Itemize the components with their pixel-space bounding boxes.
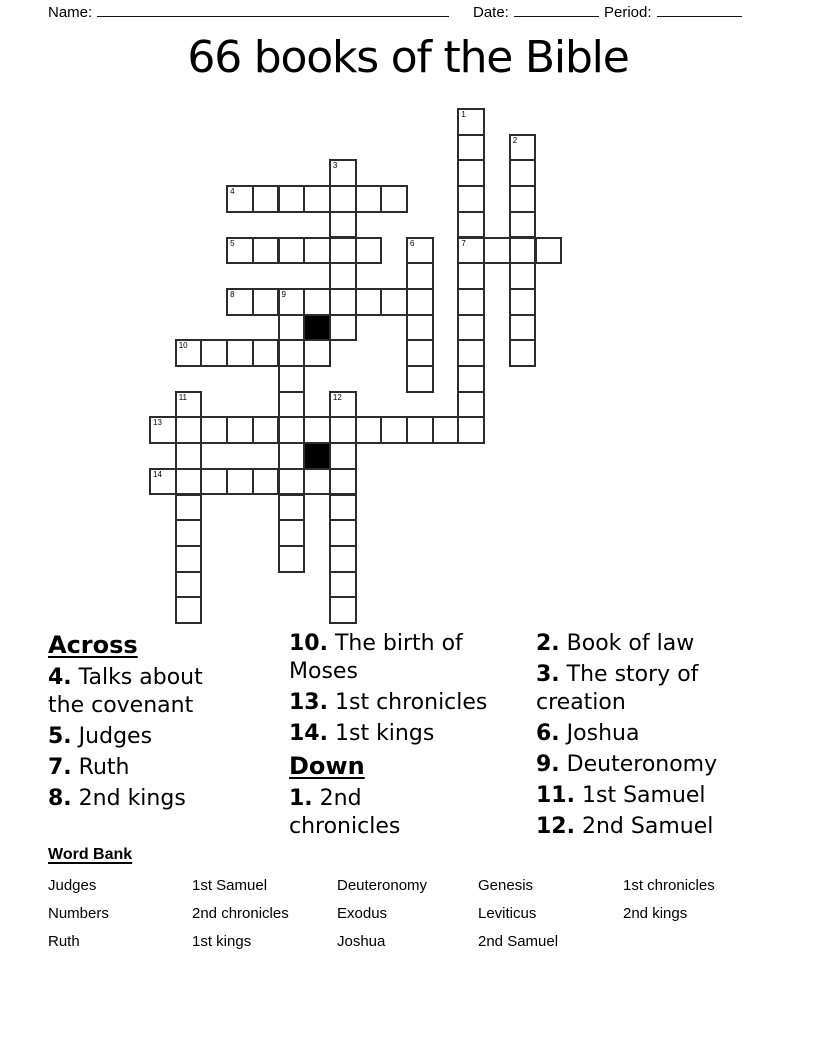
grid-cell[interactable] xyxy=(175,596,203,624)
clue-text: Deuteronomy xyxy=(566,752,718,777)
grid-cell[interactable] xyxy=(329,442,357,470)
word-bank-word: 1st Samuel xyxy=(192,877,268,894)
grid-cell[interactable] xyxy=(406,416,434,444)
clue-text: Talks about the covenant xyxy=(48,665,203,718)
grid-cell[interactable] xyxy=(329,494,357,522)
grid-cell[interactable] xyxy=(380,185,408,213)
clue-number: 2. xyxy=(536,631,560,656)
across-heading: Across xyxy=(48,631,138,659)
grid-cell-number: 5 xyxy=(230,238,235,248)
grid-cell[interactable] xyxy=(329,416,357,444)
clue-text: The birth of Moses xyxy=(289,631,463,684)
clue-4-across xyxy=(48,664,226,720)
grid-cell-number: 13 xyxy=(153,418,162,428)
grid-cell[interactable] xyxy=(226,288,254,316)
grid-cell-number: 11 xyxy=(178,392,187,402)
grid-cell[interactable] xyxy=(303,288,331,316)
grid-cell[interactable] xyxy=(457,185,485,213)
clue-text: 1st kings xyxy=(334,721,435,746)
clue-number: 6. xyxy=(536,721,560,746)
grid-cell[interactable] xyxy=(457,237,485,265)
grid-cell[interactable] xyxy=(406,339,434,367)
name-field xyxy=(48,2,449,22)
grid-cell[interactable] xyxy=(278,288,306,316)
clue-text: The story of creation xyxy=(536,662,699,715)
clue-12-down xyxy=(536,813,774,841)
word-bank-word: Leviticus xyxy=(478,905,537,922)
grid-cell[interactable] xyxy=(252,237,280,265)
grid-cell[interactable] xyxy=(380,416,408,444)
name-blank-line[interactable] xyxy=(97,2,449,17)
grid-cell[interactable] xyxy=(329,185,357,213)
crossword-grid xyxy=(149,108,562,624)
grid-cell[interactable] xyxy=(278,185,306,213)
grid-cell[interactable] xyxy=(406,262,434,290)
grid-cell[interactable] xyxy=(303,185,331,213)
grid-cell[interactable] xyxy=(329,519,357,547)
grid-cell[interactable] xyxy=(509,288,537,316)
clue-10-across xyxy=(289,630,521,686)
grid-cell[interactable] xyxy=(483,237,511,265)
grid-cell[interactable] xyxy=(457,314,485,342)
word-bank-word: Exodus xyxy=(337,905,388,922)
grid-cell[interactable] xyxy=(149,416,177,444)
clue-text: 2nd chronicles xyxy=(289,786,401,839)
clues-column-1 xyxy=(48,630,226,816)
clue-number: 5. xyxy=(48,724,72,749)
grid-cell[interactable] xyxy=(303,416,331,444)
word-bank-word: 2nd kings xyxy=(623,905,688,922)
grid-cell[interactable] xyxy=(380,288,408,316)
clue-number: 10. xyxy=(289,631,328,656)
grid-cell[interactable] xyxy=(355,185,383,213)
grid-cell[interactable] xyxy=(355,237,383,265)
grid-cell[interactable] xyxy=(329,545,357,573)
grid-cell-number: 7 xyxy=(461,238,466,248)
word-bank-word: Numbers xyxy=(48,905,109,922)
grid-cell[interactable] xyxy=(509,339,537,367)
clue-1-down xyxy=(289,785,409,841)
clue-6-down xyxy=(536,720,774,748)
word-bank-word: 2nd Samuel xyxy=(478,933,559,950)
grid-cell[interactable] xyxy=(303,237,331,265)
clues-column-2 xyxy=(289,630,521,844)
grid-cell[interactable] xyxy=(226,339,254,367)
grid-cell[interactable] xyxy=(278,314,306,342)
grid-cell-number: 6 xyxy=(410,238,415,248)
grid-cell[interactable] xyxy=(406,237,434,265)
period-label: Period: xyxy=(604,4,652,21)
grid-cell[interactable] xyxy=(303,339,331,367)
grid-cell[interactable] xyxy=(175,339,203,367)
grid-cell[interactable] xyxy=(278,519,306,547)
word-bank-word: Joshua xyxy=(337,933,386,950)
grid-cell[interactable] xyxy=(329,288,357,316)
grid-cell[interactable] xyxy=(457,365,485,393)
grid-cell-number: 2 xyxy=(512,135,518,145)
grid-cell[interactable] xyxy=(329,314,357,342)
grid-cell[interactable] xyxy=(226,237,254,265)
grid-cell[interactable] xyxy=(252,468,280,496)
grid-cell[interactable] xyxy=(175,468,203,496)
clue-8-across xyxy=(48,785,226,813)
grid-cell-number: 12 xyxy=(332,392,342,402)
grid-cell[interactable] xyxy=(226,468,254,496)
clue-number: 7. xyxy=(48,755,72,780)
grid-cell[interactable] xyxy=(509,262,537,290)
grid-cell[interactable] xyxy=(457,159,485,187)
grid-cell[interactable] xyxy=(406,365,434,393)
grid-cell[interactable] xyxy=(149,468,177,496)
date-field xyxy=(473,2,599,22)
word-bank-heading: Word Bank xyxy=(48,846,133,863)
name-label: Name: xyxy=(48,4,93,21)
grid-cell[interactable] xyxy=(226,185,254,213)
grid-cell[interactable] xyxy=(175,416,203,444)
clue-11-down xyxy=(536,782,774,810)
date-blank-line[interactable] xyxy=(514,2,599,17)
grid-cell[interactable] xyxy=(457,211,485,239)
clue-number: 8. xyxy=(48,786,72,811)
grid-cell-number: 9 xyxy=(281,289,286,299)
clue-text: Book of law xyxy=(566,631,695,656)
grid-cell-number: 10 xyxy=(178,341,188,351)
grid-cell[interactable] xyxy=(175,494,203,522)
word-bank-word: Genesis xyxy=(478,877,534,894)
clue-text: 2nd kings xyxy=(78,786,186,811)
grid-cell[interactable] xyxy=(278,545,306,573)
grid-cell[interactable] xyxy=(457,262,485,290)
word-bank-word: Ruth xyxy=(48,933,80,950)
word-bank xyxy=(48,845,788,961)
grid-cell[interactable] xyxy=(509,134,537,162)
grid-cell[interactable] xyxy=(278,391,306,419)
grid-cell[interactable] xyxy=(175,442,203,470)
period-field xyxy=(604,2,742,22)
page-title: 66 books of the Bible xyxy=(187,32,629,83)
grid-cell[interactable] xyxy=(329,211,357,239)
grid-cell-number: 3 xyxy=(332,161,338,171)
grid-cell-number: 4 xyxy=(230,187,235,197)
grid-cell[interactable] xyxy=(406,288,434,316)
grid-cell[interactable] xyxy=(457,391,485,419)
grid-cell[interactable] xyxy=(252,288,280,316)
grid-cell[interactable] xyxy=(509,159,537,187)
grid-cell[interactable] xyxy=(278,339,306,367)
clue-number: 12. xyxy=(536,814,575,839)
date-label: Date: xyxy=(473,4,509,21)
clue-number: 13. xyxy=(289,690,328,715)
clue-2-down xyxy=(536,630,774,658)
grid-cell[interactable] xyxy=(329,159,357,187)
grid-cell[interactable] xyxy=(509,237,537,265)
grid-cell[interactable] xyxy=(457,288,485,316)
grid-cell[interactable] xyxy=(200,416,228,444)
grid-cell[interactable] xyxy=(329,262,357,290)
grid-cell-number: 8 xyxy=(230,289,235,299)
grid-cell[interactable] xyxy=(406,314,434,342)
word-bank-word: 2nd chronicles xyxy=(192,905,289,922)
clue-3-down xyxy=(536,661,774,717)
grid-cell[interactable] xyxy=(175,391,203,419)
clue-13-across xyxy=(289,689,521,717)
word-bank-word: 1st chronicles xyxy=(623,877,715,894)
clue-text: 1st chronicles xyxy=(334,690,488,715)
grid-cell[interactable] xyxy=(457,416,485,444)
grid-cell[interactable] xyxy=(200,468,228,496)
clue-number: 3. xyxy=(536,662,560,687)
clue-text: Judges xyxy=(78,724,153,749)
clue-text: Joshua xyxy=(566,721,640,746)
grid-cell[interactable] xyxy=(175,519,203,547)
clue-7-across xyxy=(48,754,226,782)
grid-cell[interactable] xyxy=(457,108,485,136)
clue-number: 1. xyxy=(289,786,313,811)
grid-cell[interactable] xyxy=(278,468,306,496)
grid-cell[interactable] xyxy=(278,442,306,470)
grid-cell[interactable] xyxy=(329,237,357,265)
clue-9-down xyxy=(536,751,774,779)
grid-cell[interactable] xyxy=(535,237,563,265)
grid-cell[interactable] xyxy=(509,211,537,239)
clue-number: 9. xyxy=(536,752,560,777)
grid-cell[interactable] xyxy=(200,339,228,367)
grid-cell[interactable] xyxy=(278,494,306,522)
grid-cell-number: 1 xyxy=(461,110,466,119)
grid-cell[interactable] xyxy=(457,339,485,367)
clue-number: 14. xyxy=(289,721,328,746)
clue-5-across xyxy=(48,723,226,751)
grid-cell[interactable] xyxy=(278,237,306,265)
word-bank-grid xyxy=(48,877,788,961)
grid-cell[interactable] xyxy=(509,314,537,342)
grid-cell[interactable] xyxy=(226,416,254,444)
grid-cell[interactable] xyxy=(509,185,537,213)
grid-black-cell xyxy=(303,314,331,342)
grid-cell[interactable] xyxy=(432,416,460,444)
grid-cell[interactable] xyxy=(252,185,280,213)
grid-cell[interactable] xyxy=(329,391,357,419)
grid-cell[interactable] xyxy=(329,596,357,624)
clues-column-3 xyxy=(536,630,774,844)
clue-14-across xyxy=(289,720,521,748)
grid-cell[interactable] xyxy=(278,416,306,444)
clue-number: 11. xyxy=(536,783,575,808)
clue-text: Ruth xyxy=(78,755,130,780)
grid-cell[interactable] xyxy=(355,288,383,316)
clue-text: 1st Samuel xyxy=(581,783,706,808)
grid-cell[interactable] xyxy=(252,416,280,444)
grid-black-cell xyxy=(303,442,331,470)
word-bank-word: 1st kings xyxy=(192,933,252,950)
period-blank-line[interactable] xyxy=(657,2,742,17)
grid-cell[interactable] xyxy=(303,468,331,496)
grid-cell[interactable] xyxy=(329,571,357,599)
clue-number: 4. xyxy=(48,665,72,690)
grid-cell[interactable] xyxy=(175,545,203,573)
down-heading: Down xyxy=(289,752,365,780)
grid-cell[interactable] xyxy=(329,468,357,496)
grid-cell[interactable] xyxy=(355,416,383,444)
grid-cell[interactable] xyxy=(278,365,306,393)
clue-text: 2nd Samuel xyxy=(581,814,714,839)
grid-cell-number: 14 xyxy=(153,469,162,479)
grid-cell[interactable] xyxy=(252,339,280,367)
grid-cell[interactable] xyxy=(457,134,485,162)
word-bank-word: Judges xyxy=(48,877,97,894)
grid-cell[interactable] xyxy=(175,571,203,599)
word-bank-word: Deuteronomy xyxy=(337,877,428,894)
